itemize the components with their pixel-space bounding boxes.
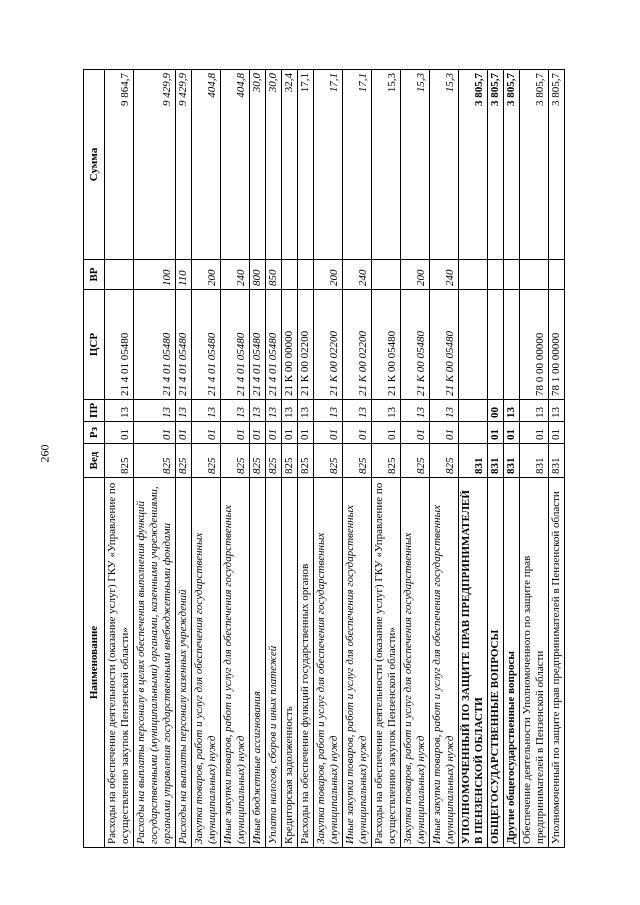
table-row [250, 70, 266, 848]
cell-pr: 13 [250, 400, 266, 422]
cell-csr: 78 1 00 00000 [549, 290, 565, 400]
header-vr: ВР [84, 260, 105, 290]
cell-sum: 15,3 [430, 70, 459, 260]
cell-name: Расходы на выплаты персоналу в целях обеспечения выполнения функций государственными (муниципальными) органами, казенными учреждениями, органами управления государственными внебюджетными фондами [134, 478, 176, 848]
cell-name: Расходы на выплаты персоналу казенных учреждений [176, 478, 192, 848]
cell-csr: 21 К 00 05480 [372, 290, 401, 400]
cell-csr: 21 4 01 05480 [176, 290, 192, 400]
cell-csr: 21 4 01 05480 [192, 290, 221, 400]
header-csr: ЦСР [84, 290, 105, 400]
header-pr: ПР [84, 400, 105, 422]
cell-pr: 13 [134, 400, 176, 422]
cell-vr: 200 [192, 260, 221, 290]
cell-vr [488, 260, 504, 290]
cell-rz: 01 [343, 422, 372, 444]
cell-ved: 825 [266, 444, 282, 478]
cell-rz: 01 [250, 422, 266, 444]
cell-rz [459, 422, 488, 444]
cell-name: Расходы на обеспечение функций государственных органов [298, 478, 314, 848]
cell-pr: 13 [176, 400, 192, 422]
table-row [105, 70, 134, 848]
cell-ved: 831 [520, 444, 549, 478]
cell-ved: 831 [459, 444, 488, 478]
cell-name: Иные закупки товаров, работ и услуг для обеспечения государственных (муниципальных) нужд [221, 478, 250, 848]
table-row [343, 70, 372, 848]
cell-sum: 9 864,7 [105, 70, 134, 260]
cell-csr: 21 К 00 05480 [401, 290, 430, 400]
cell-name: Закупка товаров, работ и услуг для обеспечения государственных (муниципальных) нужд [192, 478, 221, 848]
rotated-page-content [83, 70, 562, 848]
cell-vr [372, 260, 401, 290]
cell-sum: 9 429,9 [176, 70, 192, 260]
header-ved: Вед [84, 444, 105, 478]
cell-ved: 825 [372, 444, 401, 478]
table-row [401, 70, 430, 848]
cell-vr: 200 [314, 260, 343, 290]
cell-csr [459, 290, 488, 400]
table-row [520, 70, 549, 848]
cell-csr: 78 0 00 00000 [520, 290, 549, 400]
cell-ved: 825 [430, 444, 459, 478]
cell-ved: 825 [105, 444, 134, 478]
table-row [488, 70, 504, 848]
cell-ved: 831 [549, 444, 565, 478]
cell-csr: 21 К 00 00000 [282, 290, 298, 400]
cell-rz: 01 [105, 422, 134, 444]
cell-rz: 01 [176, 422, 192, 444]
cell-rz: 01 [488, 422, 504, 444]
header-rz: Рз [84, 422, 105, 444]
cell-rz: 01 [401, 422, 430, 444]
cell-vr [459, 260, 488, 290]
cell-pr [459, 400, 488, 422]
cell-vr [298, 260, 314, 290]
cell-pr: 13 [430, 400, 459, 422]
table-row [134, 70, 176, 848]
cell-csr: 21 4 01 05480 [221, 290, 250, 400]
cell-vr [105, 260, 134, 290]
cell-pr: 13 [372, 400, 401, 422]
cell-ved: 825 [192, 444, 221, 478]
cell-vr [520, 260, 549, 290]
cell-ved: 825 [176, 444, 192, 478]
header-sum: Сумма [84, 70, 105, 260]
cell-csr [504, 290, 520, 400]
cell-ved: 831 [504, 444, 520, 478]
cell-pr: 13 [401, 400, 430, 422]
cell-name: Закупка товаров, работ и услуг для обеспечения государственных (муниципальных) нужд [314, 478, 343, 848]
table-row [314, 70, 343, 848]
cell-ved: 825 [134, 444, 176, 478]
cell-vr: 110 [176, 260, 192, 290]
cell-sum: 3 805,7 [504, 70, 520, 260]
cell-pr: 13 [520, 400, 549, 422]
cell-rz: 01 [430, 422, 459, 444]
table-row [430, 70, 459, 848]
cell-name: Иные закупки товаров, работ и услуг для обеспечения государственных (муниципальных) нужд [430, 478, 459, 848]
cell-name: Уплата налогов, сборов и иных платежей [266, 478, 282, 848]
cell-rz: 01 [504, 422, 520, 444]
cell-sum: 3 805,7 [488, 70, 504, 260]
cell-ved: 825 [282, 444, 298, 478]
cell-ved: 825 [314, 444, 343, 478]
cell-name: ОБЩЕГОСУДАРСТВЕННЫЕ ВОПРОСЫ [488, 478, 504, 848]
cell-sum: 17,1 [298, 70, 314, 260]
cell-name: Закупка товаров, работ и услуг для обеспечения государственных (муниципальных) нужд [401, 478, 430, 848]
cell-pr: 13 [504, 400, 520, 422]
table-row [192, 70, 221, 848]
cell-sum: 404,8 [221, 70, 250, 260]
cell-csr: 21 4 01 05480 [250, 290, 266, 400]
cell-name: Другие общегосударственные вопросы [504, 478, 520, 848]
cell-pr: 13 [298, 400, 314, 422]
cell-name: Расходы на обеспечение деятельности (оказание услуг) ГКУ «Управление по осуществлению закупок Пензенской области» [105, 478, 134, 848]
cell-vr: 240 [343, 260, 372, 290]
cell-ved: 831 [488, 444, 504, 478]
table-row [549, 70, 565, 848]
cell-vr [549, 260, 565, 290]
cell-ved: 825 [298, 444, 314, 478]
cell-csr: 21 К 00 02200 [314, 290, 343, 400]
cell-pr: 13 [192, 400, 221, 422]
cell-ved: 825 [343, 444, 372, 478]
cell-rz: 01 [192, 422, 221, 444]
cell-sum: 3 805,7 [459, 70, 488, 260]
cell-rz: 01 [266, 422, 282, 444]
cell-name: Иные закупки товаров, работ и услуг для обеспечения государственных (муниципальных) нужд [343, 478, 372, 848]
cell-name: Иные бюджетные ассигнования [250, 478, 266, 848]
cell-sum: 3 805,7 [520, 70, 549, 260]
cell-rz: 01 [314, 422, 343, 444]
cell-pr: 13 [221, 400, 250, 422]
cell-csr: 21 К 00 05480 [430, 290, 459, 400]
cell-sum: 17,1 [343, 70, 372, 260]
cell-pr: 13 [105, 400, 134, 422]
cell-pr: 13 [343, 400, 372, 422]
cell-vr: 240 [430, 260, 459, 290]
table-row [282, 70, 298, 848]
cell-pr: 13 [549, 400, 565, 422]
cell-sum: 9 429,9 [134, 70, 176, 260]
cell-vr [504, 260, 520, 290]
cell-sum: 404,8 [192, 70, 221, 260]
cell-ved: 825 [221, 444, 250, 478]
table-row [459, 70, 488, 848]
page-number: 260 [37, 444, 52, 463]
cell-sum: 15,3 [401, 70, 430, 260]
cell-name: Расходы на обеспечение деятельности (оказание услуг) ГКУ «Управление по осуществлению закупок Пензенской области» [372, 478, 401, 848]
cell-rz: 01 [221, 422, 250, 444]
cell-csr: 21 К 00 02200 [298, 290, 314, 400]
cell-name: УПОЛНОМОЧЕННЫЙ ПО ЗАЩИТЕ ПРАВ ПРЕДПРИНИМАТЕЛЕЙ В ПЕНЗЕНСКОЙ ОБЛАСТИ [459, 478, 488, 848]
cell-name: Обеспечение деятельности Уполномоченного по защите прав предпринимателей в Пензенской области [520, 478, 549, 848]
cell-pr: 13 [266, 400, 282, 422]
cell-pr: 13 [314, 400, 343, 422]
cell-vr [282, 260, 298, 290]
budget-table [83, 69, 565, 848]
table-header-row [84, 70, 105, 848]
cell-vr: 850 [266, 260, 282, 290]
cell-rz: 01 [372, 422, 401, 444]
cell-csr [488, 290, 504, 400]
cell-csr: 21 4 01 05480 [134, 290, 176, 400]
cell-sum: 30,0 [266, 70, 282, 260]
cell-name: Кредиторская задолженность [282, 478, 298, 848]
header-name: Наименование [84, 478, 105, 848]
cell-vr: 240 [221, 260, 250, 290]
table-body [105, 70, 565, 848]
cell-vr: 100 [134, 260, 176, 290]
cell-ved: 825 [250, 444, 266, 478]
cell-csr: 21 К 00 02200 [343, 290, 372, 400]
cell-name: Уполномоченный по защите прав предпринимателей в Пензенской области [549, 478, 565, 848]
cell-pr: 00 [488, 400, 504, 422]
table-row [176, 70, 192, 848]
cell-sum: 15,3 [372, 70, 401, 260]
table-row [298, 70, 314, 848]
cell-vr: 800 [250, 260, 266, 290]
cell-rz: 01 [549, 422, 565, 444]
cell-sum: 17,1 [314, 70, 343, 260]
table-row [504, 70, 520, 848]
cell-csr: 21 4 01 05480 [266, 290, 282, 400]
cell-vr: 200 [401, 260, 430, 290]
cell-sum: 32,4 [282, 70, 298, 260]
cell-rz: 01 [520, 422, 549, 444]
cell-rz: 01 [298, 422, 314, 444]
cell-pr: 13 [282, 400, 298, 422]
cell-sum: 3 805,7 [549, 70, 565, 260]
cell-csr: 21 4 01 05480 [105, 290, 134, 400]
table-row [372, 70, 401, 848]
table-row [266, 70, 282, 848]
cell-rz: 01 [134, 422, 176, 444]
cell-sum: 30,0 [250, 70, 266, 260]
cell-rz: 01 [282, 422, 298, 444]
cell-ved: 825 [401, 444, 430, 478]
table-row [221, 70, 250, 848]
